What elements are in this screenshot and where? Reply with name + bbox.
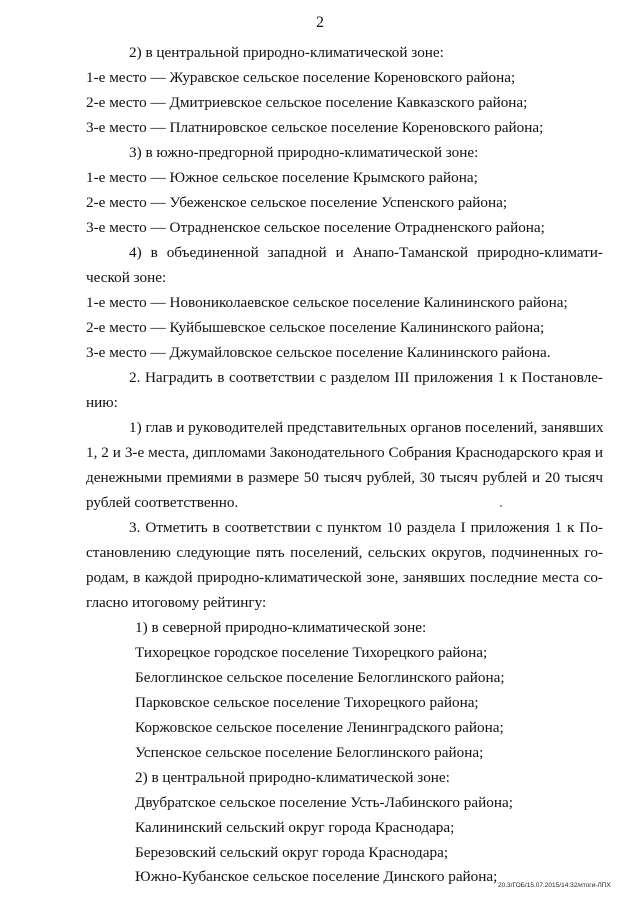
text-line: 3-е место — Отрадненское сельское поселение Отрадненского района; <box>86 219 545 236</box>
text-line: Белоглинское сельское поселение Белоглинского района; <box>135 669 505 686</box>
text-line: 1) в северной природно-климатической зоне: <box>135 619 427 636</box>
text-line: 4) в объединенной западной и Анапо-Таманской природно-климати- <box>129 244 603 261</box>
text-line: ческой зоне: <box>86 269 167 286</box>
text-line: Парковское сельское поселение Тихорецкого района; <box>135 694 479 711</box>
text-line: 1, 2 и 3-е места, дипломами Законодательного Собрания Краснодарского края и <box>86 444 603 461</box>
scan-speck <box>500 505 502 507</box>
text-line: Калининский сельский округ города Краснодара; <box>135 819 455 836</box>
text-line: 2) в центральной природно-климатической зоне: <box>129 44 444 61</box>
text-line: родам, в каждой природно-климатической зоне, занявших последние места со- <box>86 569 603 586</box>
text-line: Южно-Кубанское сельское поселение Динского района; <box>135 868 498 885</box>
text-line: 1-е место — Новониколаевское сельское поселение Калининского района; <box>86 294 568 311</box>
text-line: 3. Отметить в соответствии с пунктом 10 раздела I приложения 1 к По- <box>129 519 603 536</box>
text-line: Тихорецкое городское поселение Тихорецкого района; <box>135 644 488 661</box>
text-line: 3-е место — Джумайловское сельское поселение Калининского района. <box>86 344 551 361</box>
text-line: 2-е место — Убеженское сельское поселение Успенского района; <box>86 194 508 211</box>
text-line: денежными премиями в размере 50 тысяч рублей, 30 тысяч рублей и 20 тысяч <box>86 469 603 486</box>
text-line: 1-е место — Южное сельское поселение Крымского района; <box>86 169 478 186</box>
text-line: 2-е место — Куйбышевское сельское поселение Калининского района; <box>86 319 545 336</box>
text-line: Успенское сельское поселение Белоглинского района; <box>135 744 484 761</box>
text-line: 2. Наградить в соответствии с разделом III приложения 1 к Постановле- <box>129 369 603 386</box>
text-line: гласно итоговому рейтингу: <box>86 594 267 611</box>
page-number: 2 <box>316 14 324 31</box>
text-line: Двубратское сельское поселение Усть-Лабинского района; <box>135 794 513 811</box>
text-line: 2-е место — Дмитриевское сельское поселение Кавказского района; <box>86 94 528 111</box>
text-line: Березовский сельский округ города Краснодара; <box>135 844 449 861</box>
text-line: 1) глав и руководителей представительных органов поселений, занявших <box>129 419 604 436</box>
text-line: нию: <box>86 394 118 411</box>
text-line: 1-е место — Журавское сельское поселение Кореновского района; <box>86 69 516 86</box>
text-line: 2) в центральной природно-климатической зоне: <box>135 769 450 786</box>
footer-document-code: 20.3/ГОБ/15.07.2015/14:32/итоги-ЛПХ <box>498 882 611 889</box>
text-line: рублей соответственно. <box>86 494 239 511</box>
text-line: 3-е место — Платнировское сельское поселение Кореновского района; <box>86 119 544 136</box>
text-line: Коржовское сельское поселение Ленинградского района; <box>135 719 504 736</box>
text-line: 3) в южно-предгорной природно-климатической зоне: <box>129 144 479 161</box>
text-line: становлению следующие пять поселений, сельских округов, подчиненных го- <box>86 544 603 561</box>
